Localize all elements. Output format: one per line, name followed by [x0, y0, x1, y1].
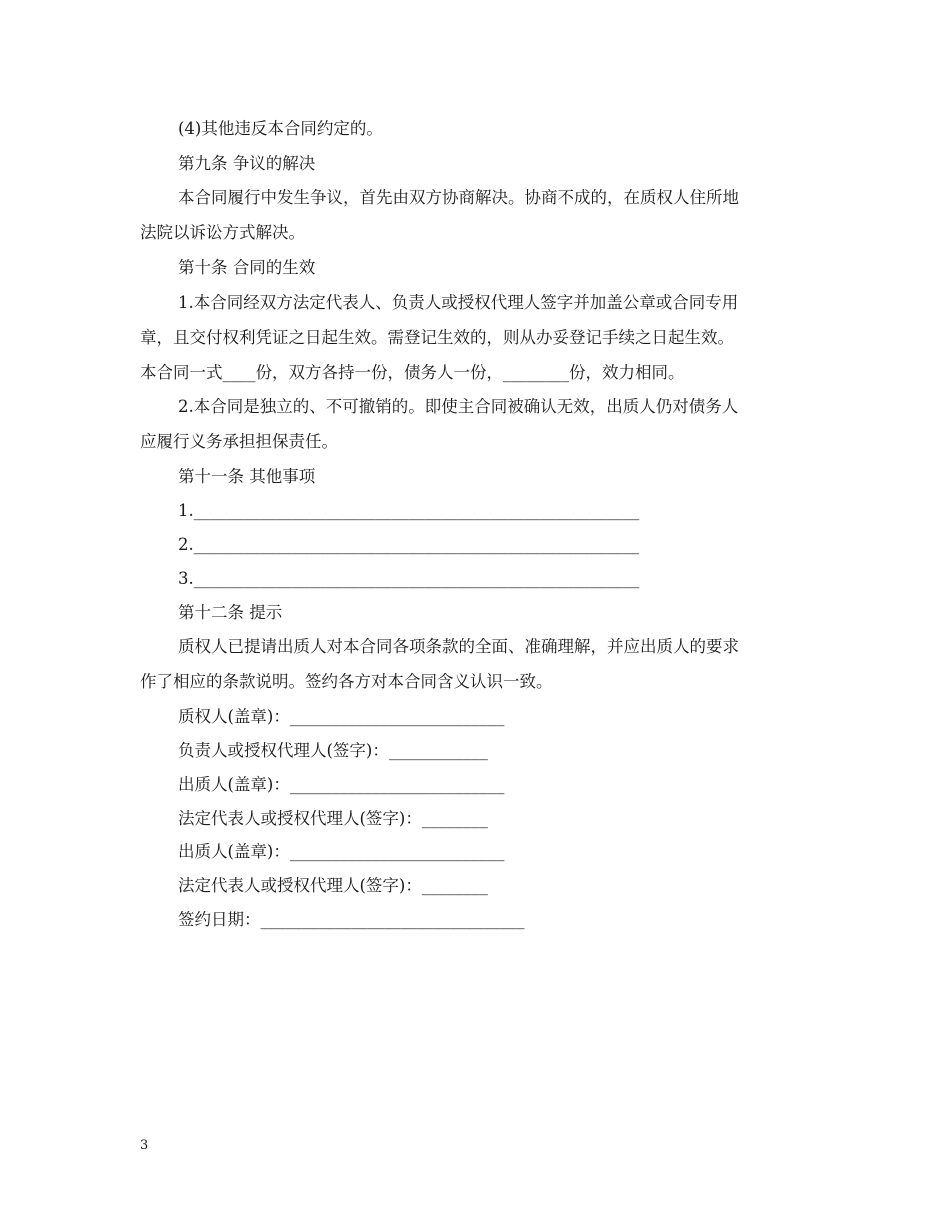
signature-pledgor-2-agent: 法定代表人或授权代理人(签字)：________ — [178, 876, 488, 895]
article-12-text-line-2: 作了相应的条款说明。签约各方对本合同含义认识一致。 — [140, 672, 553, 691]
article-9-text-line-2: 法院以诉讼方式解决。 — [140, 223, 305, 242]
article-12-heading: 第十二条 提示 — [178, 603, 283, 622]
signing-date: 签约日期：________________________________ — [178, 910, 525, 929]
signature-pledgee-agent: 负责人或授权代理人(签字)：____________ — [178, 741, 488, 760]
signature-pledgor-1: 出质人(盖章)：__________________________ — [178, 775, 505, 794]
article-9-text-line-1: 本合同履行中发生争议，首先由双方协商解决。协商不成的，在质权人住所地 — [178, 188, 739, 207]
article-11-item-1: 1.______________________________________________________ — [178, 501, 640, 520]
article-11-item-3: 3.______________________________________________________ — [178, 569, 640, 588]
article-11-item-2: 2.______________________________________________________ — [178, 535, 640, 554]
article-10-item-1-line-2: 章，且交付权利凭证之日起生效。需登记生效的，则从办妥登记手续之日起生效。 — [140, 328, 734, 347]
article-10-item-1-line-1: 1.本合同经双方法定代表人、负责人或授权代理人签字并加盖公章或合同专用 — [178, 293, 739, 312]
article-10-item-1-line-3: 本合同一式____份，双方各持一份，债务人一份，________份，效力相同。 — [140, 363, 685, 382]
article-12-text-line-1: 质权人已提请出质人对本合同各项条款的全面、准确理解，并应出质人的要求 — [178, 637, 739, 656]
article-11-heading: 第十一条 其他事项 — [178, 467, 316, 486]
signature-pledgee: 质权人(盖章)：__________________________ — [178, 707, 505, 726]
article-10-heading: 第十条 合同的生效 — [178, 258, 316, 277]
article-9-heading: 第九条 争议的解决 — [178, 154, 316, 173]
article-10-item-2-line-2: 应履行义务承担担保责任。 — [140, 432, 338, 451]
page-number: 3 — [140, 1138, 149, 1153]
signature-pledgor-2: 出质人(盖章)：__________________________ — [178, 842, 505, 861]
article-10-item-2-line-1: 2.本合同是独立的、不可撤销的。即使主合同被确认无效，出质人仍对债务人 — [178, 397, 739, 416]
clause-8-item-4: (4)其他违反本合同约定的。 — [178, 119, 383, 138]
signature-pledgor-1-agent: 法定代表人或授权代理人(签字)：________ — [178, 809, 488, 828]
